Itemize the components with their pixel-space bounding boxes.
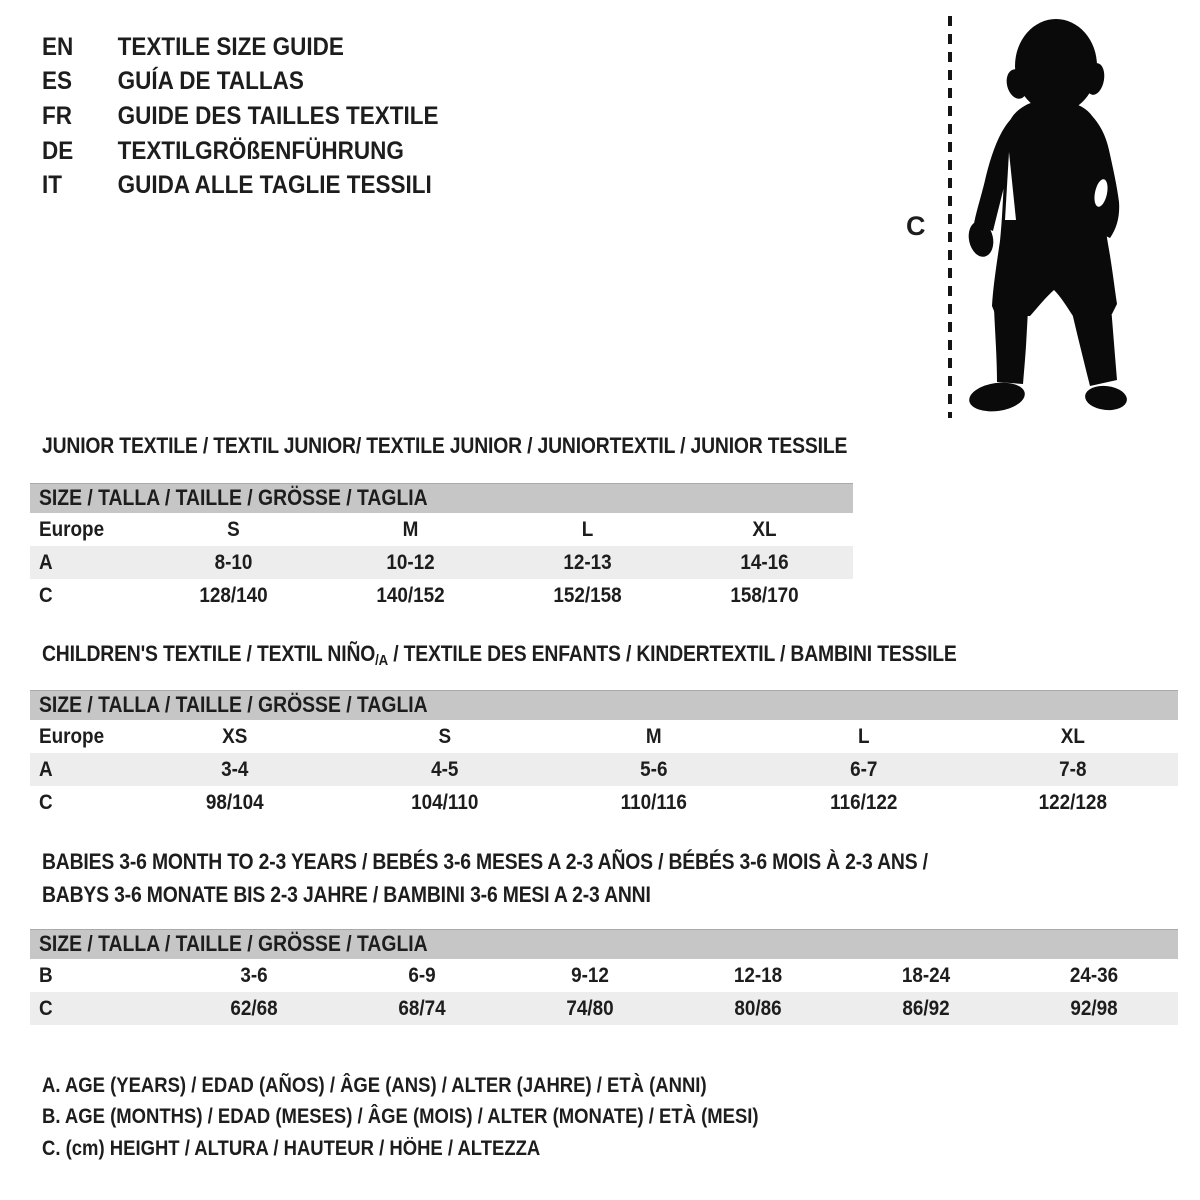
table-cell: XL	[1061, 724, 1086, 748]
table-header-label: SIZE / TALLA / TAILLE / GRÖSSE / TAGLIA	[39, 931, 428, 956]
row-label: B	[39, 963, 53, 987]
table-row	[30, 546, 853, 579]
lang-code: DE	[42, 136, 74, 165]
table-cell: XL	[752, 517, 777, 541]
section-title-babies-line2: BABYS 3-6 MONATE BIS 2-3 JAHRE / BAMBINI 3-6 MESI A 2-3 ANNI	[42, 882, 651, 907]
table-row	[30, 786, 1178, 819]
table-cell: M	[402, 517, 419, 541]
lang-row-en	[42, 30, 438, 65]
lang-row-fr	[42, 99, 438, 134]
lang-code: EN	[42, 32, 74, 61]
lang-row-it	[42, 168, 438, 203]
children-size-table	[30, 690, 1178, 819]
lang-label: GUIDE DES TAILLES TEXTILE	[117, 101, 439, 130]
table-cell: 122/128	[1039, 790, 1108, 814]
table-cell: 140/152	[376, 583, 445, 607]
table-cell: XS	[222, 724, 248, 748]
table-row	[30, 579, 853, 612]
table-header	[30, 483, 853, 513]
table-cell: 24-36	[1069, 963, 1119, 987]
row-label: Europe	[39, 724, 105, 748]
table-cell: 10-12	[386, 550, 435, 574]
legend	[42, 1070, 856, 1165]
table-cell: 152/158	[553, 583, 622, 607]
table-header-label: SIZE / TALLA / TAILLE / GRÖSSE / TAGLIA	[39, 692, 428, 717]
table-row	[30, 720, 1178, 753]
table-cell: 4-5	[430, 757, 459, 781]
table-header	[30, 690, 1178, 720]
table-cell: S	[227, 517, 240, 541]
table-cell: 104/110	[410, 790, 479, 814]
table-cell: 12-13	[563, 550, 612, 574]
row-label: Europe	[39, 517, 105, 541]
table-body	[30, 959, 1178, 1025]
table-cell: 3-4	[221, 757, 249, 781]
row-label: C	[39, 996, 53, 1020]
table-cell: S	[438, 724, 451, 748]
table-cell: L	[857, 724, 870, 748]
title-subscript: /A	[375, 652, 388, 669]
babies-size-table	[30, 929, 1178, 1025]
lang-label: TEXTILGRÖßENFÜHRUNG	[117, 136, 404, 165]
table-cell: 80/86	[734, 996, 782, 1020]
row-label: C	[39, 790, 53, 814]
lang-label: TEXTILE SIZE GUIDE	[117, 32, 344, 61]
junior-size-table	[30, 483, 853, 612]
table-header	[30, 929, 1178, 959]
table-row	[30, 753, 1178, 786]
table-cell: 68/74	[398, 996, 446, 1020]
table-cell: 8-10	[214, 550, 253, 574]
table-cell: 7-8	[1059, 757, 1087, 781]
table-cell: 3-6	[240, 963, 268, 987]
table-row	[30, 513, 853, 546]
legend-line-c: C. (cm) HEIGHT / ALTURA / HAUTEUR / HÖHE / ALTEZZA	[42, 1136, 541, 1160]
table-row	[30, 992, 1178, 1025]
section-title-babies-line1: BABIES 3-6 MONTH TO 2-3 YEARS / BEBÉS 3-6 MESES A 2-3 AÑOS / BÉBÉS 3-6 MOIS À 2-3 ANS /	[42, 849, 928, 874]
height-measure-line	[948, 16, 952, 418]
table-cell: 62/68	[230, 996, 278, 1020]
row-label: C	[39, 583, 53, 607]
table-body	[30, 513, 853, 612]
table-cell: 92/98	[1070, 996, 1118, 1020]
table-cell: M	[646, 724, 662, 748]
height-label: C	[906, 211, 926, 241]
table-cell: 6-9	[408, 963, 436, 987]
table-cell: 18-24	[901, 963, 951, 987]
table-cell: 5-6	[640, 757, 668, 781]
toddler-silhouette-icon	[966, 16, 1138, 418]
lang-row-es	[42, 65, 438, 100]
lang-code: IT	[42, 171, 62, 200]
lang-code: FR	[42, 101, 72, 130]
section-title-children	[42, 637, 957, 673]
row-label: A	[39, 550, 53, 574]
language-title-block	[42, 30, 483, 203]
table-cell: 158/170	[730, 583, 799, 607]
lang-label: GUIDA ALLE TAGLIE TESSILI	[117, 171, 432, 200]
table-row	[30, 959, 1178, 992]
table-cell: 86/92	[902, 996, 950, 1020]
legend-line-b: B. AGE (MONTHS) / EDAD (MESES) / ÂGE (MOIS) / ALTER (MONATE) / ETÀ (MESI)	[42, 1105, 759, 1129]
table-cell: 9-12	[571, 963, 609, 987]
lang-row-de	[42, 134, 438, 169]
table-cell: L	[581, 517, 594, 541]
title-text: CHILDREN'S TEXTILE / TEXTIL NIÑO	[42, 641, 376, 666]
section-title-junior: JUNIOR TEXTILE / TEXTIL JUNIOR/ TEXTILE JUNIOR / JUNIORTEXTIL / JUNIOR TESSILE	[42, 433, 848, 458]
table-body	[30, 720, 1178, 819]
table-cell: 128/140	[199, 583, 268, 607]
table-cell: 12-18	[733, 963, 783, 987]
table-cell: 74/80	[566, 996, 614, 1020]
lang-label: GUÍA DE TALLAS	[117, 67, 304, 96]
lang-code: ES	[42, 67, 73, 96]
table-cell: 116/122	[829, 790, 898, 814]
row-label: A	[39, 757, 53, 781]
table-cell: 14-16	[740, 550, 789, 574]
legend-line-a: A. AGE (YEARS) / EDAD (AÑOS) / ÂGE (ANS) / ALTER (JAHRE) / ETÀ (ANNI)	[42, 1073, 707, 1097]
table-cell: 6-7	[849, 757, 878, 781]
table-header-label: SIZE / TALLA / TAILLE / GRÖSSE / TAGLIA	[39, 485, 428, 510]
title-text: / TEXTILE DES ENFANTS / KINDERTEXTIL / BAMBINI TESSILE	[387, 641, 957, 666]
table-cell: 110/116	[620, 790, 688, 814]
table-cell: 98/104	[205, 790, 264, 814]
